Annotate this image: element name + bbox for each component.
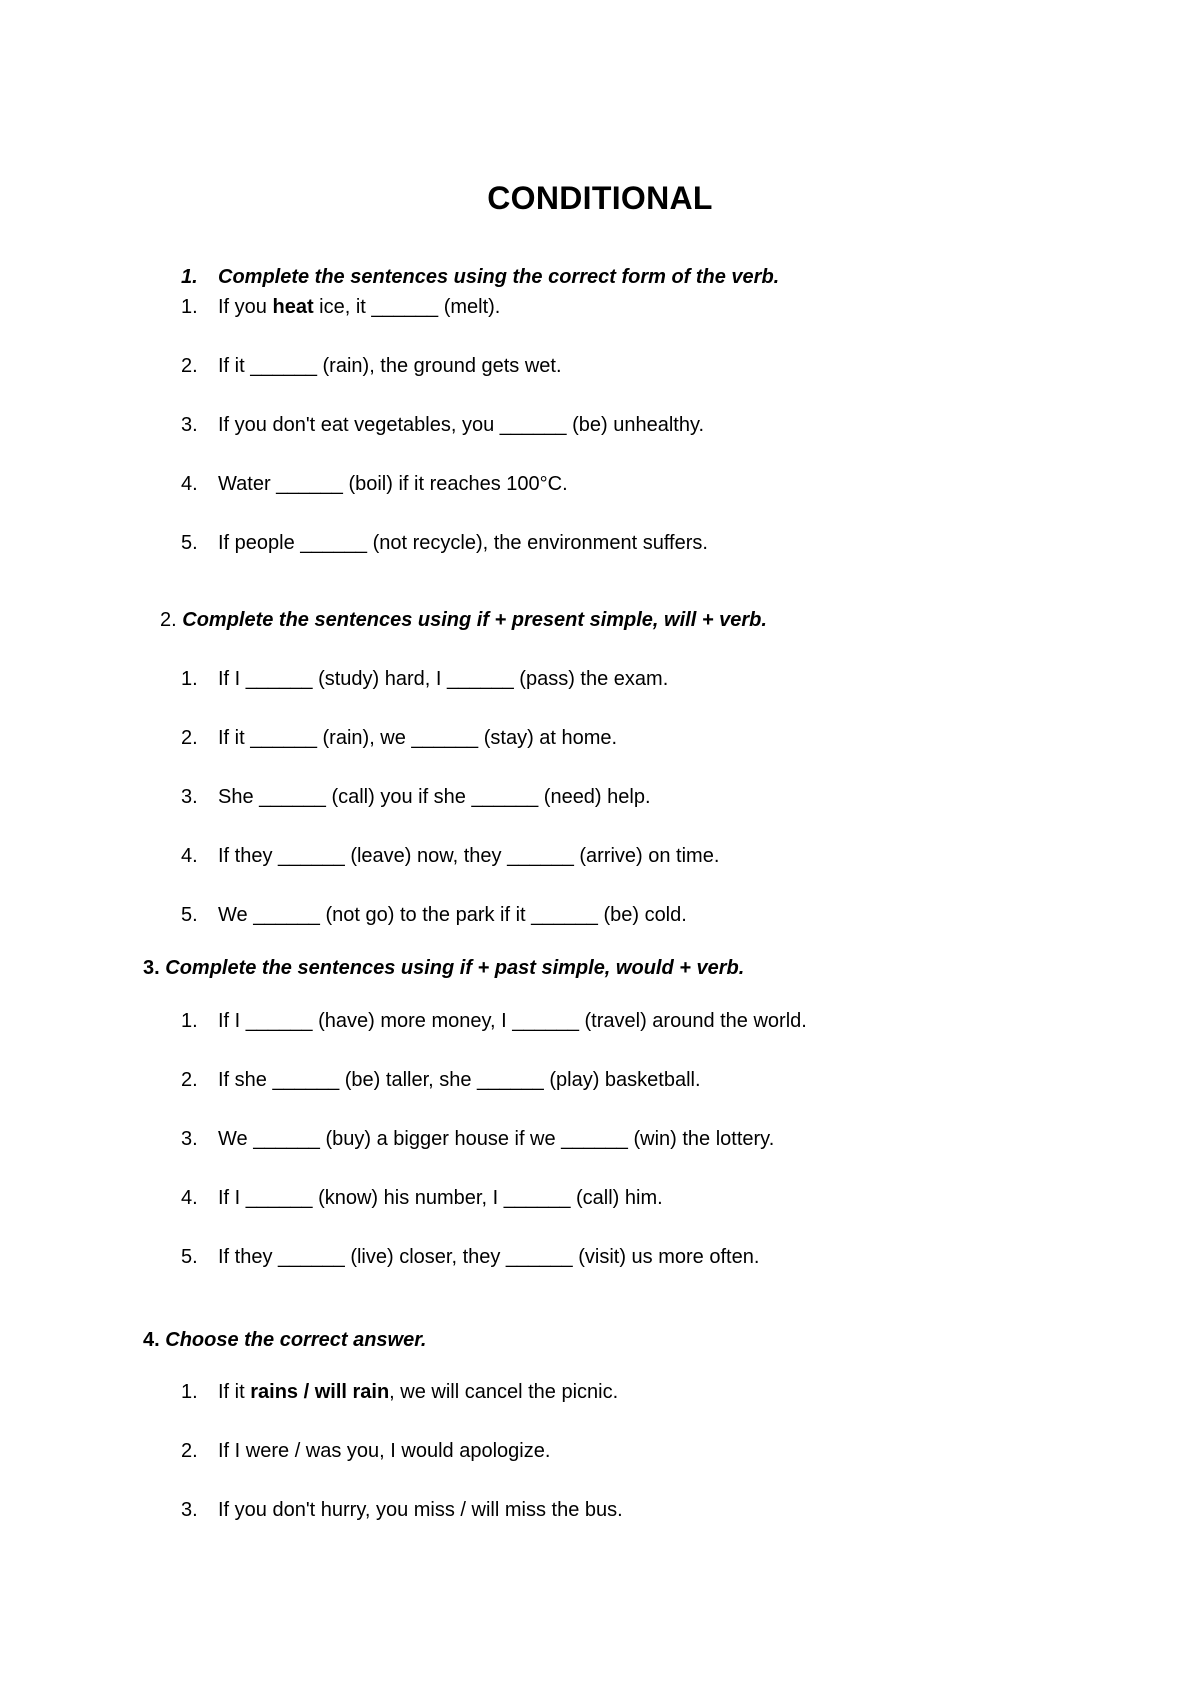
item-text: If it ______ (rain), the ground gets wet. [218, 355, 562, 377]
item-number: 4. [181, 845, 198, 867]
item-number: 3. [181, 1128, 198, 1150]
list-item [181, 1128, 774, 1151]
item-text-part: ice, it ______ (melt). [313, 296, 501, 318]
item-number: 5. [181, 532, 198, 554]
section-1-number: 1. [181, 266, 198, 288]
item-text: If I ______ (have) more money, I ______ (travel) around the world. [218, 1010, 807, 1032]
section-4-instruction: Choose the correct answer. [165, 1329, 427, 1351]
list-item [181, 668, 668, 691]
item-number: 2. [181, 355, 198, 377]
item-text: If people ______ (not recycle), the environment suffers. [218, 532, 708, 554]
item-text: If you don't hurry, you miss / will miss the bus. [218, 1499, 623, 1521]
list-item [181, 1440, 550, 1463]
section-2-heading [160, 609, 767, 632]
item-text: If you don't eat vegetables, you ______ (be) unhealthy. [218, 414, 705, 436]
list-item [181, 355, 562, 378]
item-number: 1. [181, 668, 198, 690]
list-item [181, 532, 708, 555]
list-item [181, 1246, 759, 1269]
item-text: She ______ (call) you if she ______ (need) help. [218, 786, 651, 808]
list-item [181, 904, 687, 927]
item-text: We ______ (buy) a bigger house if we ______ (win) the lottery. [218, 1128, 775, 1150]
item-text: If they ______ (live) closer, they ______ (visit) us more often. [218, 1246, 760, 1268]
item-text: If I ______ (study) hard, I ______ (pass) the exam. [218, 668, 669, 690]
item-number: 1. [181, 1010, 198, 1032]
item-number: 1. [181, 1381, 198, 1403]
item-text: If it ______ (rain), we ______ (stay) at home. [218, 727, 618, 749]
item-text-part: If you [218, 296, 273, 318]
list-item [181, 1381, 618, 1404]
item-text: Water ______ (boil) if it reaches 100°C. [218, 473, 568, 495]
list-item [181, 296, 500, 319]
item-number: 4. [181, 1187, 198, 1209]
list-item [181, 1187, 663, 1210]
item-number: 2. [181, 1440, 198, 1462]
item-text-part: If it [218, 1381, 251, 1403]
item-number: 4. [181, 473, 198, 495]
section-1-instruction: Complete the sentences using the correct form of the verb. [218, 266, 780, 288]
item-number: 3. [181, 786, 198, 808]
item-number: 2. [181, 1069, 198, 1091]
item-text: We ______ (not go) to the park if it ______ (be) cold. [218, 904, 687, 926]
section-2-number: 2. [160, 609, 177, 631]
list-item [181, 414, 704, 437]
section-3-instruction: Complete the sentences using if + past simple, would + verb. [165, 957, 745, 979]
item-text: If they ______ (leave) now, they ______ (arrive) on time. [218, 845, 720, 867]
item-number: 3. [181, 414, 198, 436]
section-1-heading [181, 266, 779, 289]
list-item [181, 1010, 807, 1033]
list-item [181, 786, 651, 809]
section-2-instruction: Complete the sentences using if + present simple, will + verb. [182, 609, 767, 631]
item-text: If I were / was you, I would apologize. [218, 1440, 551, 1462]
item-bold-choice: rains / will rain [250, 1381, 390, 1403]
item-bold-word: heat [272, 296, 314, 318]
section-3-number: 3. [143, 957, 160, 979]
item-number: 5. [181, 904, 198, 926]
section-4-number: 4. [143, 1329, 160, 1351]
item-number: 3. [181, 1499, 198, 1521]
item-text-part: , we will cancel the picnic. [389, 1381, 619, 1403]
list-item [181, 845, 719, 868]
section-4-heading [143, 1329, 426, 1352]
item-number: 1. [181, 296, 198, 318]
list-item [181, 1069, 701, 1092]
item-number: 5. [181, 1246, 198, 1268]
list-item [181, 727, 617, 750]
item-text: If I ______ (know) his number, I ______ (call) him. [218, 1187, 663, 1209]
item-text: If she ______ (be) taller, she ______ (play) basketball. [218, 1069, 701, 1091]
item-number: 2. [181, 727, 198, 749]
list-item [181, 473, 568, 496]
section-3-heading [143, 957, 744, 980]
list-item [181, 1499, 623, 1522]
page-title: CONDITIONAL [487, 180, 713, 216]
